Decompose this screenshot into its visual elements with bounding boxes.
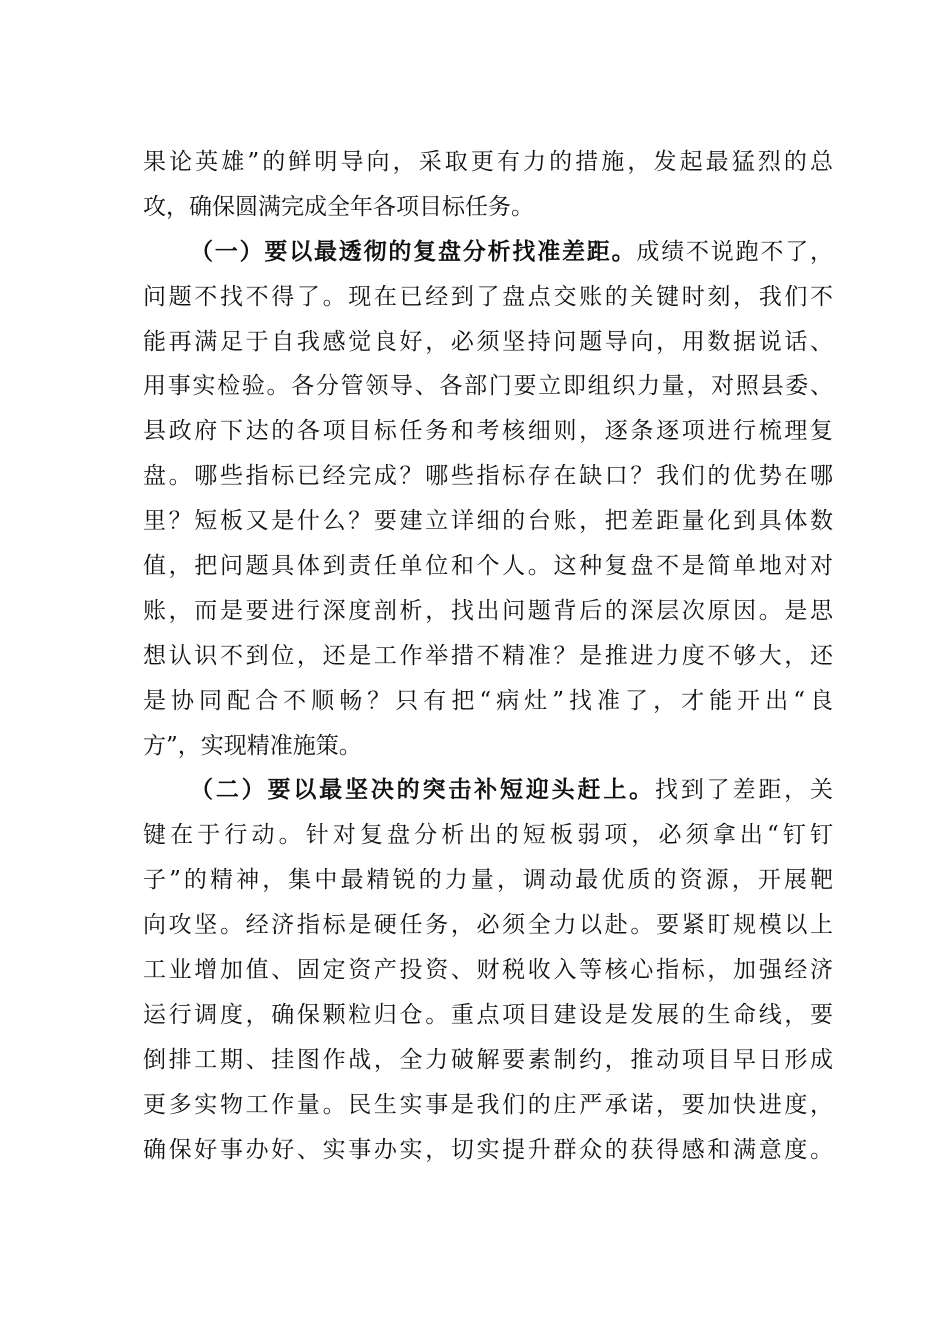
paragraph-section-1: [143, 230, 833, 769]
text-line: 用事实检验。各分管领导、各部门要立即组织力量，对照县委、: [143, 373, 833, 400]
paragraph-intro-continuation: [143, 140, 833, 230]
text-line: 运行调度，确保颗粒归仓。重点项目建设是发展的生命线，要: [143, 1001, 833, 1028]
section-heading: （二）要以最坚决的突击补短迎头赶上。: [190, 776, 655, 804]
text-line: [143, 230, 833, 275]
text-line: 方”，实现精准施策。: [143, 732, 362, 759]
text-line: 键在于行动。针对复盘分析出的短板弱项，必须拿出“钉钉: [143, 822, 833, 849]
text-span: 找到了差距，关: [655, 777, 834, 804]
text-line: 确保好事办好、实事办实，切实提升群众的获得感和满意度。: [143, 1136, 833, 1163]
text-line: 向攻坚。经济指标是硬任务，必须全力以赴。要紧盯规模以上: [143, 912, 833, 939]
text-line: 攻，确保圆满完成全年各项目标任务。: [143, 193, 534, 220]
text-line: 工业增加值、固定资产投资、财税收入等核心指标，加强经济: [143, 957, 833, 984]
section-heading: （一）要以最透彻的复盘分析找准差距。: [190, 237, 637, 265]
paragraph-section-2: [143, 768, 833, 1172]
text-line: [143, 768, 833, 813]
text-line: 是协同配合不顺畅？只有把“病灶”找准了，才能开出“良: [143, 687, 833, 714]
document-page: [143, 140, 833, 1172]
text-line: 想认识不到位，还是工作举措不精准？是推进力度不够大，还: [143, 642, 833, 669]
text-line: 县政府下达的各项目标任务和考核细则，逐条逐项进行梳理复: [143, 418, 833, 445]
text-line: 倒排工期、挂图作战，全力破解要素制约，推动项目早日形成: [143, 1046, 833, 1073]
text-line: 子”的精神，集中最精锐的力量，调动最优质的资源，开展靶: [143, 867, 833, 894]
text-line: 果论英雄”的鲜明导向，采取更有力的措施，发起最猛烈的总: [143, 149, 833, 175]
text-line: 值，把问题具体到责任单位和个人。这种复盘不是简单地对对: [143, 553, 833, 580]
text-line: 里？短板又是什么？要建立详细的台账，把差距量化到具体数: [143, 508, 833, 535]
text-line: 账，而是要进行深度剖析，找出问题背后的深层次原因。是思: [143, 597, 833, 624]
text-line: 更多实物工作量。民生实事是我们的庄严承诺，要加快进度，: [143, 1091, 833, 1118]
text-line: 问题不找不得了。现在已经到了盘点交账的关键时刻，我们不: [143, 283, 833, 310]
text-line: 能再满足于自我感觉良好，必须坚持问题导向，用数据说话、: [143, 328, 833, 355]
text-span: 成绩不说跑不了，: [636, 238, 834, 265]
text-line: 盘。哪些指标已经完成？哪些指标存在缺口？我们的优势在哪: [143, 463, 833, 490]
